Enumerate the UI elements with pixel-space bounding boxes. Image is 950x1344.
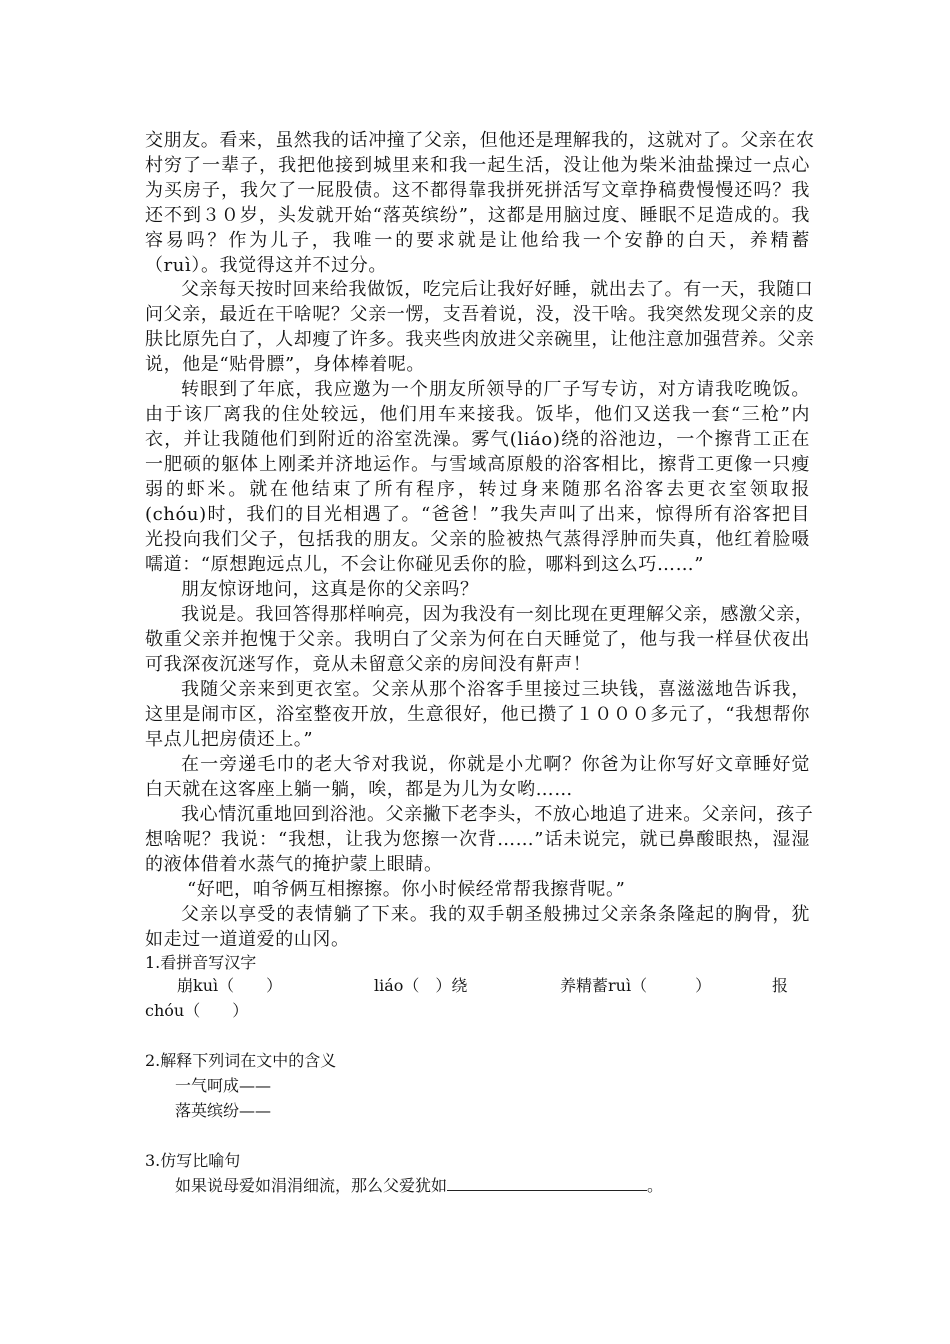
question-title: 1.看拼音写汉字 xyxy=(145,953,257,972)
article-line: 肤比原先白了，人却瘦了许多。我夹些肉放进父亲碗里，让他注意加强营养。父亲 xyxy=(145,329,815,350)
pinyin-item-bao: 报 xyxy=(772,976,789,995)
article-line: 敬重父亲并抱愧于父亲。我明白了父亲为何在白天睡觉了，他与我一样昼伏夜出 xyxy=(145,629,810,650)
term-yiqihecheng: 一气呵成—— xyxy=(175,1076,272,1095)
article-line: 光投向我们父子，包括我的朋友。父亲的脸被热气蒸得浮肿而失真，他红着脸嗫 xyxy=(145,529,810,550)
article-line: 说，他是“贴骨膘”，身体棒着呢。 xyxy=(145,354,426,375)
answer-blank[interactable] xyxy=(447,1174,647,1191)
article-line: 我说是。我回答得那样响亮，因为我没有一刻比现在更理解父亲，感激父亲， xyxy=(181,604,814,625)
article-line: 转眼到了年底，我应邀为一个朋友所领导的厂子写专访，对方请我吃晚饭。 xyxy=(181,379,810,400)
question-title: 2.解释下列词在文中的含义 xyxy=(145,1051,337,1070)
pinyin-item-kui: 崩kuì（ ） xyxy=(177,976,283,995)
article-line: （ruì）。我觉得这并不过分。 xyxy=(145,255,387,276)
article-line: 交朋友。看来，虽然我的话冲撞了父亲，但他还是理解我的，这就对了。父亲在农 xyxy=(145,130,815,151)
simile-text-before: 如果说母爱如涓涓细流，那么父爱犹如 xyxy=(175,1176,448,1195)
article-line: 嚅道：“原想跑远点儿，不会让你碰见丢你的脸，哪料到这么巧……” xyxy=(145,554,705,575)
article-line: 还不到３０岁，头发就开始“落英缤纷”，这都是用脑过度、睡眠不足造成的。我 xyxy=(145,205,810,226)
article-line: 我心情沉重地回到浴池。父亲撇下老李头，不放心地追了进来。父亲问，孩子 xyxy=(181,804,814,825)
article-line: 如走过一道道爱的山冈。 xyxy=(145,929,350,950)
article-line: 这里是闹市区，浴室整夜开放，生意很好，他已攒了１０００多元了，“我想帮你 xyxy=(145,704,810,725)
article-line: 问父亲，最近在干啥呢？父亲一愣，支吾着说，没，没干啥。我突然发现父亲的皮 xyxy=(145,304,815,325)
simile-prompt xyxy=(175,1173,663,1198)
article-line: (chóu)时，我们的目光相遇了。“爸爸！”我失声叫了出来，惊得所有浴客把目 xyxy=(145,504,810,525)
article-line: 父亲每天按时回来给我做饭，吃完后让我好好睡，就出去了。有一天，我随口 xyxy=(181,279,814,300)
article-line: 我随父亲来到更衣室。父亲从那个浴客手里接过三块钱，喜滋滋地告诉我， xyxy=(181,679,810,700)
article-line: 早点儿把房债还上。” xyxy=(145,729,314,750)
pinyin-item-liao: liáo（ ）绕 xyxy=(374,976,468,995)
article-line: 容易吗？作为儿子，我唯一的要求就是让他给我一个安静的白天，养精蓄 xyxy=(145,230,810,251)
article-line: 父亲以享受的表情躺了下来。我的双手朝圣般拂过父亲条条隆起的胸骨，犹 xyxy=(181,904,810,925)
article-line: 白天就在这客座上躺一躺，唉，都是为儿为女哟…… xyxy=(145,779,573,800)
article-line: 在一旁递毛巾的老大爷对我说，你就是小尤啊？你爸为让你写好文章睡好觉 xyxy=(181,754,810,775)
article-line: 一肥硕的躯体上刚柔并济地运作。与雪域高原般的浴客相比，擦背工更像一只瘦 xyxy=(145,454,810,475)
pinyin-item-rui: 养精蓄ruì（ ） xyxy=(560,976,712,995)
article-line: 由于该厂离我的住处较远，他们用车来接我。饭毕，他们又送我一套“三枪”内 xyxy=(145,404,810,425)
article-line: 为买房子，我欠了一屁股债。这不都得靠我拼死拼活写文章挣稿费慢慢还吗？我 xyxy=(145,180,810,201)
article-line: 朋友惊讶地问，这真是你的父亲吗？ xyxy=(181,579,479,600)
article-line: 衣，并让我随他们到附近的浴室洗澡。雾气(liáo)绕的浴池边，一个擦背工正在 xyxy=(145,429,810,450)
question-title: 3.仿写比喻句 xyxy=(145,1151,241,1170)
article-line: 弱的虾米。就在他结束了所有程序，转过身来随那名浴客去更衣室领取报 xyxy=(145,479,810,500)
article-line: 村穷了一辈子，我把他接到城里来和我一起生活，没让他为柴米油盐操过一点心 xyxy=(145,155,810,176)
article-line: 想啥呢？我说：“我想，让我为您擦一次背……”话未说完，就已鼻酸眼热，湿湿 xyxy=(145,829,810,850)
term-luoyingbinfen: 落英缤纷—— xyxy=(175,1101,272,1120)
article-line: “好吧，咱爷俩互相擦擦。你小时候经常帮我擦背呢。” xyxy=(187,879,626,900)
article-line: 的液体借着水蒸气的掩护蒙上眼睛。 xyxy=(145,854,443,875)
pinyin-item-chou: chóu（ ） xyxy=(145,1001,249,1020)
article-line: 可我深夜沉迷写作，竟从未留意父亲的房间没有鼾声！ xyxy=(145,654,592,675)
simile-text-after: 。 xyxy=(647,1176,664,1195)
